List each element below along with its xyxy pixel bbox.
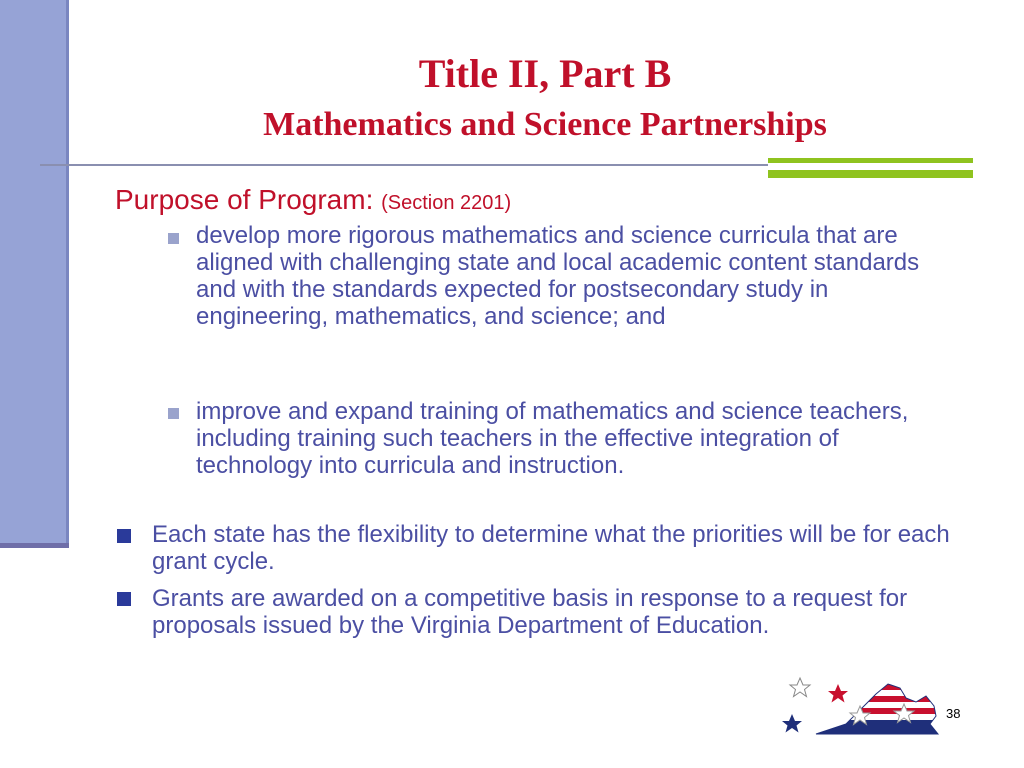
green-accent-bar — [768, 170, 973, 178]
purpose-label: Purpose of Program: — [115, 184, 374, 215]
purpose-heading — [115, 182, 511, 221]
purpose-section: (Section 2201) — [381, 192, 512, 214]
title-divider — [40, 164, 768, 166]
side-bar-underline — [0, 543, 69, 548]
page-number: 38 — [946, 706, 961, 721]
virginia-flag-stars-logo — [776, 676, 940, 742]
sub-bullet-icon — [168, 233, 179, 244]
side-bar — [0, 0, 69, 548]
main-bullet-item: Grants are awarded on a competitive basis in response to a request for proposals issued by the Virginia Department of Education. — [152, 585, 908, 639]
main-bullet-icon — [117, 592, 131, 606]
sub-bullet-item: improve and expand training of mathematics and science teachers, including training such teachers in the effective integration of technology into curricula and instruction. — [196, 398, 909, 479]
main-bullet-icon — [117, 529, 131, 543]
main-bullet-item: Each state has the flexibility to determine what the priorities will be for each grant cycle. — [152, 521, 950, 575]
slide-title: Title II, Part B — [418, 51, 672, 96]
slide-subtitle: Mathematics and Science Partnerships — [263, 106, 827, 143]
sub-bullet-icon — [168, 408, 179, 419]
sub-bullet-item: develop more rigorous mathematics and science curricula that are aligned with challenging state and local academic content standards and with the standards expected for postsecondary study in engineering, mathematics, and science; and — [196, 222, 920, 330]
green-accent-bar — [768, 158, 973, 163]
